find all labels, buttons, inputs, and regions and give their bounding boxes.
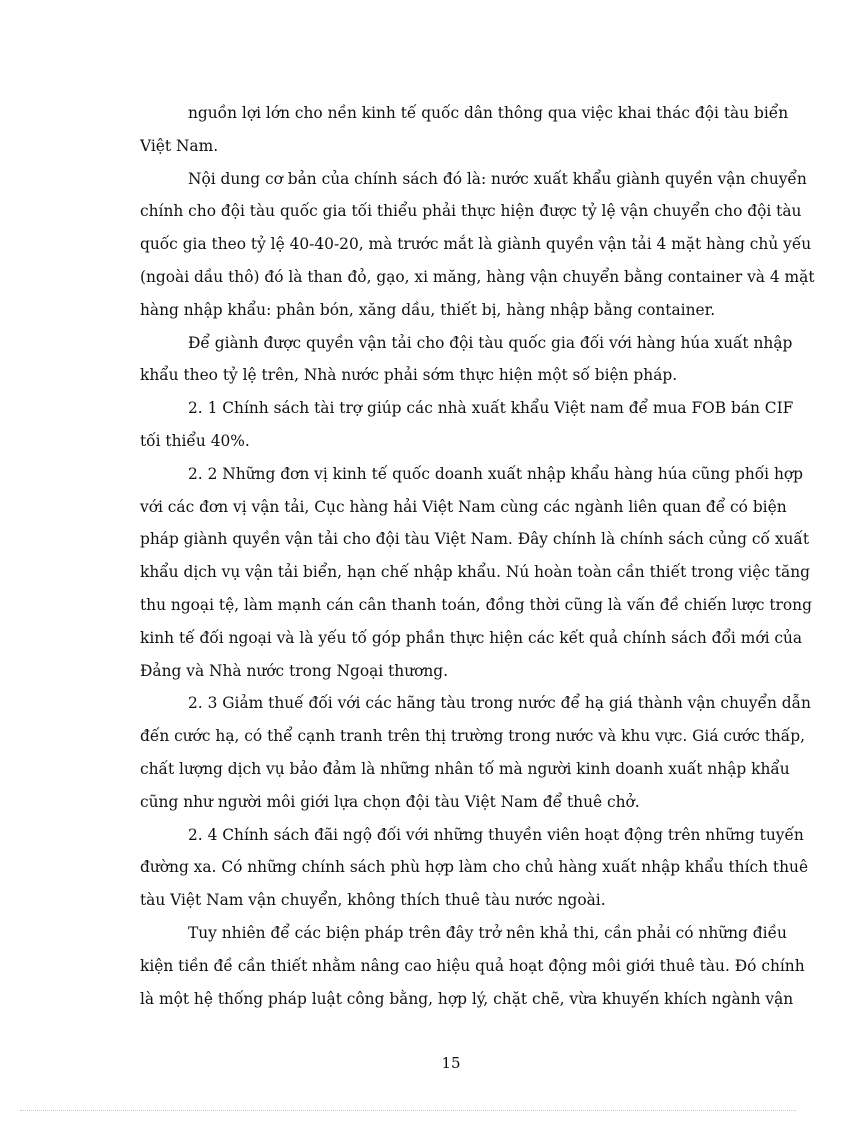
text-line: quốc gia theo tỷ lệ 40-40-20, mà trước mắt là giành quyền vận tải 4 mặt hàng chủ yếu: [140, 235, 812, 254]
text-line: cũng như người môi giới lựa chọn đội tàu Việt Nam để thuê chở.: [140, 792, 640, 811]
text-line: với các đơn vị vận tải, Cục hàng hải Việt Nam cùng các ngành liên quan để có biện: [140, 497, 787, 516]
text-line: kiện tiền đề cần thiết nhằm nâng cao hiệu quả hoạt động môi giới thuê tàu. Đó chính: [140, 956, 805, 975]
text-line: hàng nhập khẩu: phân bón, xăng dầu, thiết bị, hàng nhập bằng container.: [140, 300, 716, 319]
text-line: khẩu theo tỷ lệ trên, Nhà nước phải sớm thực hiện một số biện pháp.: [140, 366, 678, 385]
text-line: Để giành được quyền vận tải cho đội tàu quốc gia đối với hàng húa xuất nhập: [188, 333, 793, 352]
text-line: pháp giành quyền vận tải cho đội tàu Việt Nam. Đây chính là chính sách củng cố xuất: [140, 530, 810, 549]
text-line: 2. 2 Những đơn vị kinh tế quốc doanh xuất nhập khẩu hàng húa cũng phối hợp: [188, 464, 804, 483]
text-line: tàu Việt Nam vận chuyển, không thích thuê tàu nước ngoài.: [140, 891, 606, 910]
text-line: là một hệ thống pháp luật công bằng, hợp lý, chặt chẽ, vừa khuyến khích ngành vận: [140, 989, 794, 1008]
text-line: 2. 1 Chính sách tài trợ giúp các nhà xuất khẩu Việt nam để mua FOB bán CIF: [188, 399, 794, 418]
body-text: [140, 99, 815, 1017]
text-line: khẩu dịch vụ vận tải biển, hạn chế nhập khẩu. Nú hoàn toàn cần thiết trong việc tăng: [140, 563, 810, 582]
text-line: Việt Nam.: [140, 136, 219, 155]
text-line: nguồn lợi lớn cho nền kinh tế quốc dân thông qua việc khai thác đội tàu biển: [188, 104, 789, 122]
text-line: kinh tế đối ngoại và là yếu tố góp phần thực hiện các kết quả chính sách đổi mới của: [140, 628, 803, 647]
text-line: đến cước hạ, có thể cạnh tranh trên thị trường trong nước và khu vực. Giá cước thấp,: [140, 727, 805, 746]
text-line: chất lượng dịch vụ bảo đảm là những nhân tố mà người kinh doanh xuất nhập khẩu: [140, 759, 790, 778]
text-line: chính cho đội tàu quốc gia tối thiểu phải thực hiện được tỷ lệ vận chuyển cho đội tàu: [140, 202, 802, 221]
text-line: 2. 3 Giảm thuế đối với các hãng tàu trong nước để hạ giá thành vận chuyển dẫn: [188, 694, 811, 713]
text-line: thu ngoại tệ, làm mạnh cán cân thanh toán, đồng thời cũng là vấn đề chiến lược trong: [140, 595, 812, 614]
text-line: Tuy nhiên để các biện pháp trên đây trở nên khả thi, cần phải có những điều: [188, 923, 787, 942]
text-line: tối thiểu 40%.: [140, 431, 250, 450]
text-line: 2. 4 Chính sách đãi ngộ đối với những thuyền viên hoạt động trên những tuyến: [188, 825, 804, 844]
text-line: Nội dung cơ bản của chính sách đó là: nước xuất khẩu giành quyền vận chuyển: [188, 169, 807, 188]
page-number: 15: [441, 1054, 461, 1072]
page-bottom-rule: [20, 1110, 796, 1111]
text-line: (ngoài dầu thô) đó là than đỏ, gạo, xi măng, hàng vận chuyển bằng container và 4 mặt: [140, 267, 815, 286]
text-line: Đảng và Nhà nước trong Ngoại thương.: [140, 661, 449, 680]
text-line: đường xa. Có những chính sách phù hợp làm cho chủ hàng xuất nhập khẩu thích thuê: [140, 858, 809, 877]
